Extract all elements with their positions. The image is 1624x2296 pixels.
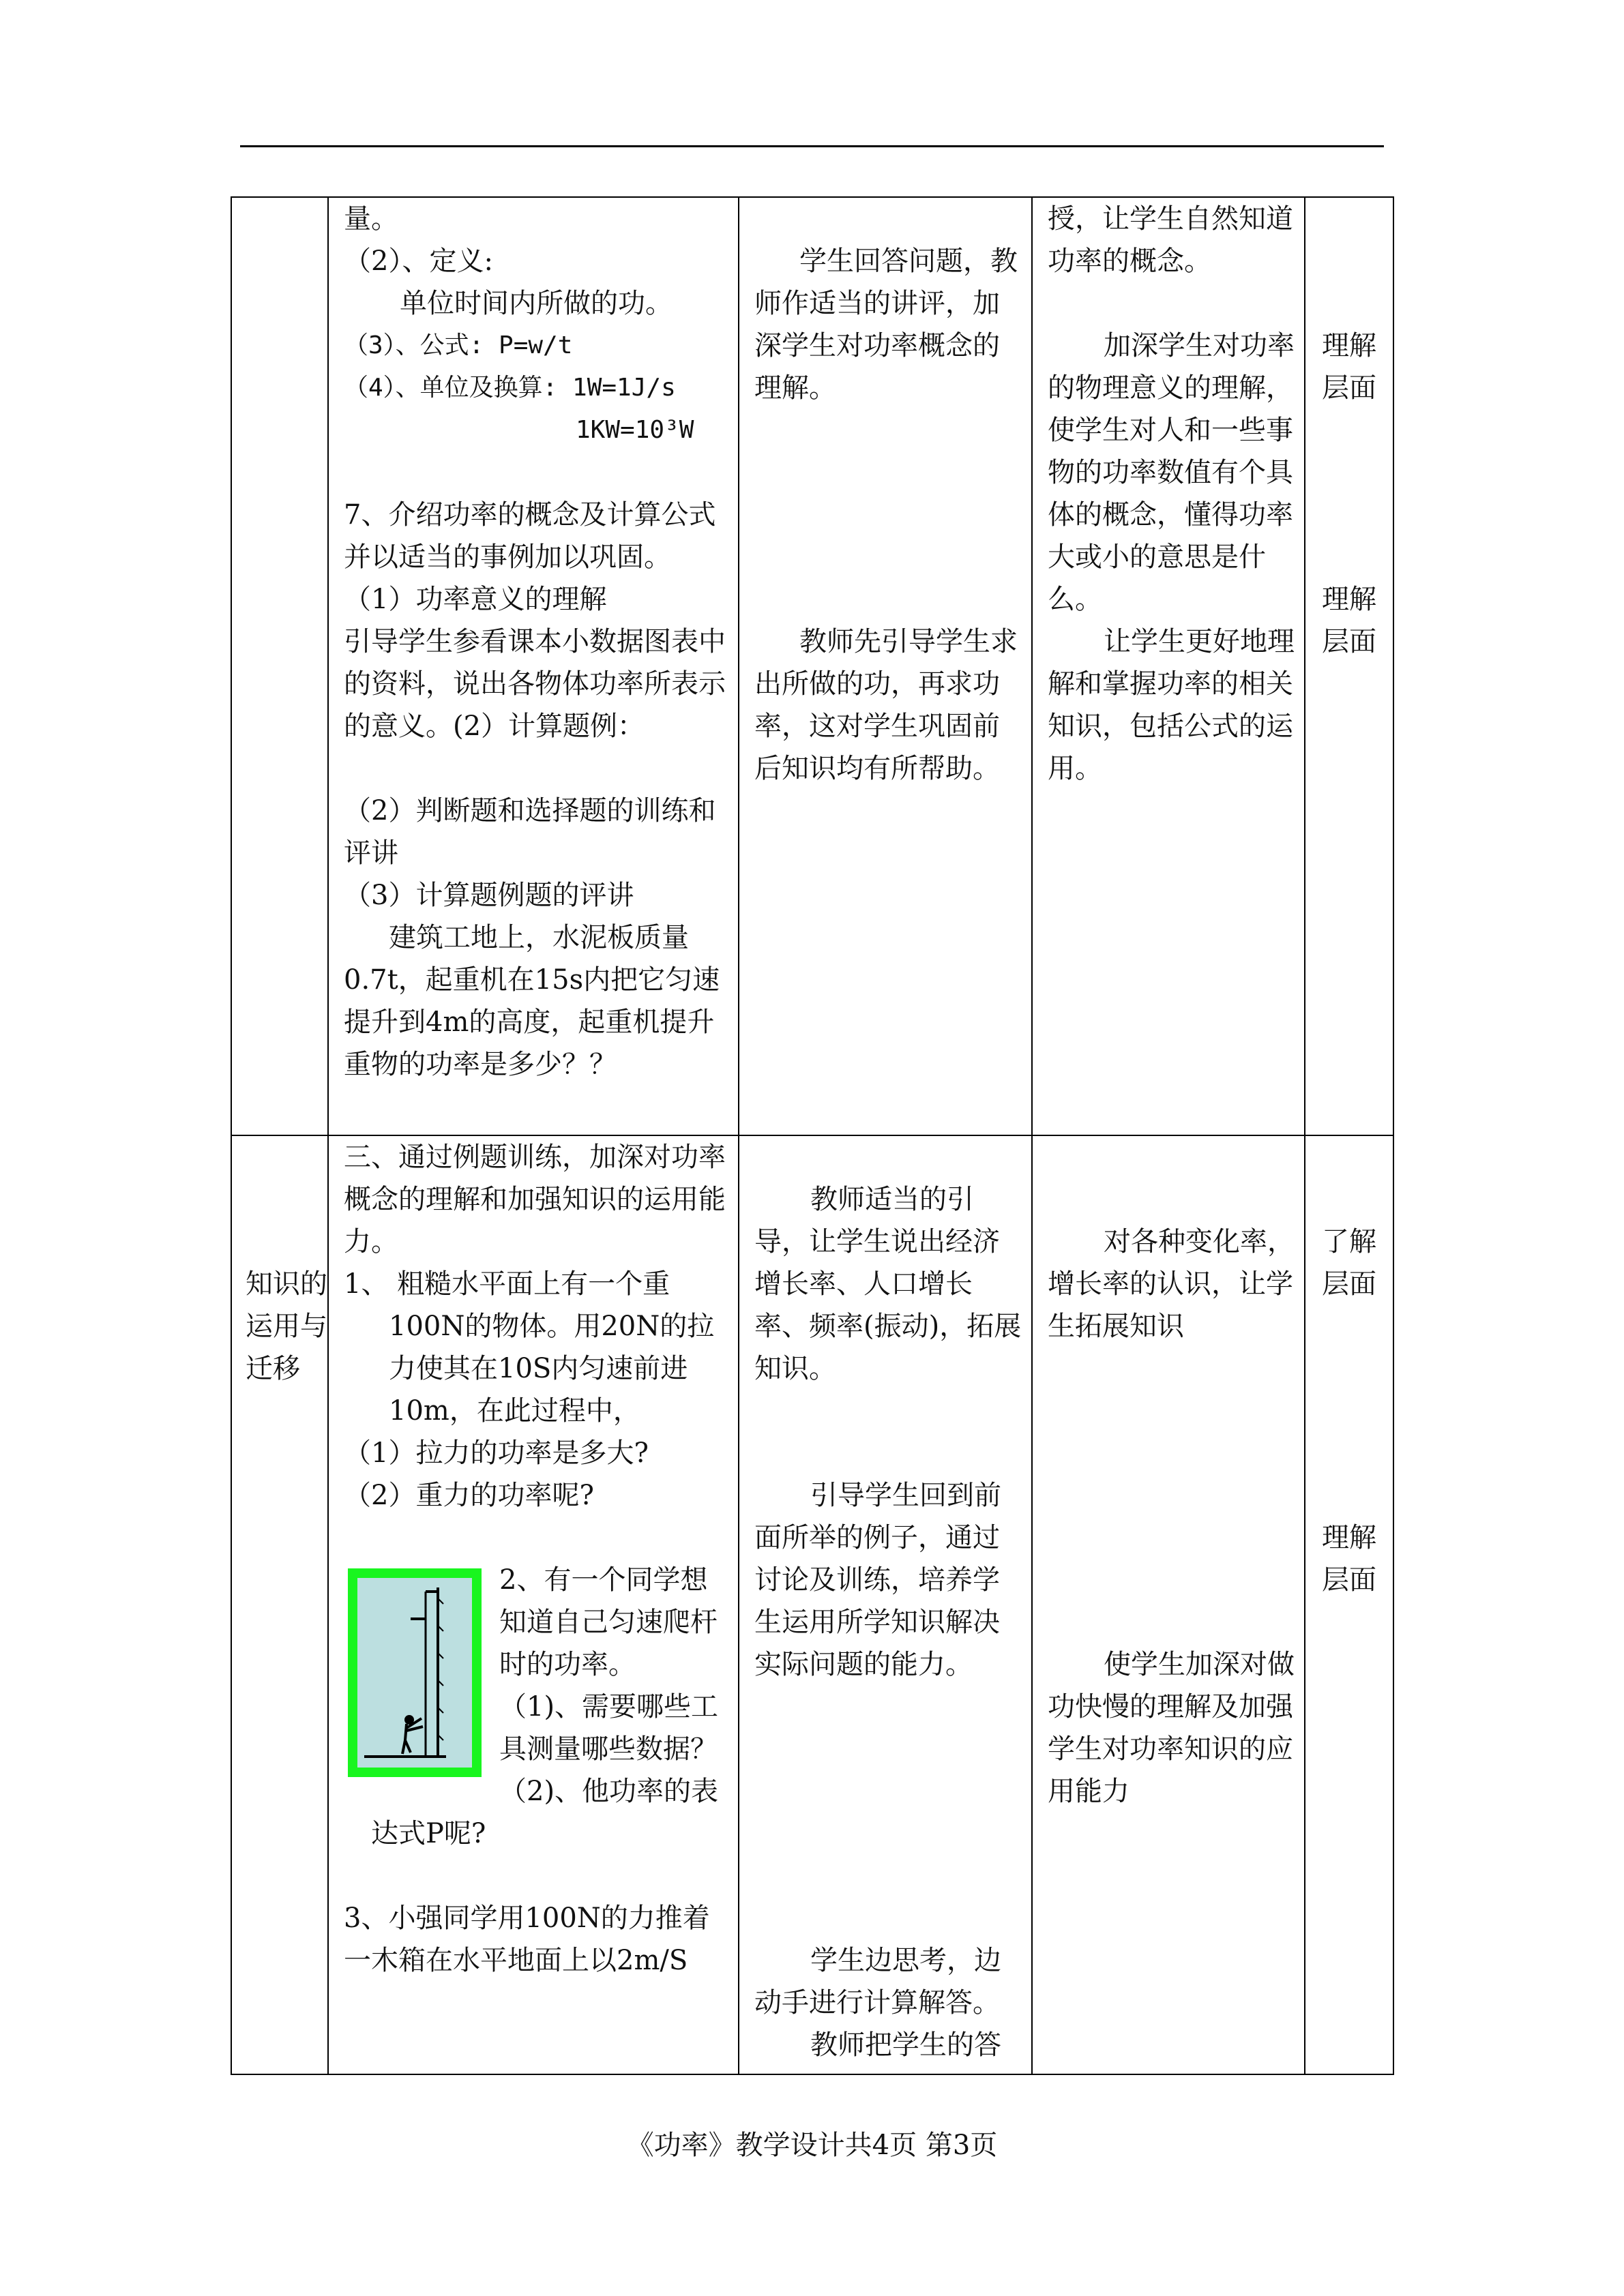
intent-cell [1032, 197, 1305, 1135]
content-line: 3、小强同学用100N的力推着一木箱在水平地面上以2m/S [344, 1903, 710, 1976]
content-line: 100N的物体。用20N的拉力使其在10S内匀速前进10m，在此过程中， [389, 1311, 715, 1427]
content-line: 量。 [344, 203, 398, 235]
level-label: 理解层面 [1322, 1522, 1376, 1596]
level-label: 理解层面 [1322, 584, 1376, 657]
intent-cell [1032, 1135, 1305, 2074]
content-line: 1、 粗糙水平面上有一个重 [344, 1268, 670, 1300]
content-line: （1)、需要哪些工具测量哪些数据？ [499, 1691, 719, 1765]
content-line: 2、有一个同学想知道自己匀速爬杆时的功率。 [499, 1564, 718, 1680]
formula-line: （4）、单位及换算: 1W=1J/s [344, 374, 676, 402]
level-label: 了解层面 [1322, 1226, 1376, 1300]
activity-text: 学生回答问题，教师作适当的讲评，加深学生对功率概念的理解。 [754, 245, 1018, 404]
content-line: （2）重力的功率呢? [344, 1480, 594, 1511]
content-line: 7、介绍功率的概念及计算公式 [344, 499, 716, 531]
stage-cell [231, 1135, 328, 2074]
page-footer: 《功率》教学设计共4页 第3页 [626, 2130, 998, 2161]
level-label: 理解层面 [1322, 330, 1376, 404]
activity-text: 教师适当的引导，让学生说出经济增长率、人口增长率、频率(振动)，拓展知识。 [754, 1184, 1022, 1384]
activity-text: 教师先引导学生求出所做的功，再求功率，这对学生巩固前后知识均有所帮助。 [754, 626, 1018, 784]
activity-text: 学生边思考，边动手进行计算解答。 [754, 1945, 1001, 2018]
stage-cell [231, 197, 328, 1135]
intent-text: 让学生更好地理解和掌握功率的相关知识，包括公式的运用。 [1048, 626, 1295, 784]
activity-cell [739, 197, 1032, 1135]
content-line: （3）计算题例题的评讲 [344, 880, 634, 911]
content-cell [328, 197, 739, 1135]
content-line: （1）拉力的功率是多大? [344, 1437, 649, 1469]
level-cell [1305, 1135, 1393, 2074]
content-line: （2)、他功率的表达式P呢? [371, 1776, 719, 1849]
intent-text: 授，让学生自然知道功率的概念。 [1048, 203, 1293, 277]
content-line: 单位时间内所做的功。 [400, 288, 673, 319]
content-line: 并以适当的事例加以巩固。 [344, 541, 671, 573]
content-line: （1）功率意义的理解 [344, 584, 607, 615]
content-cell [328, 1135, 739, 2074]
activity-text: 教师把学生的答 [810, 2029, 1001, 2061]
formula-line: （3）、公式: P=w/t [344, 331, 573, 359]
table-row [231, 1135, 1393, 2074]
intent-text: 对各种变化率，增长率的认识，让学生拓展知识 [1048, 1226, 1295, 1342]
activity-cell [739, 1135, 1032, 2074]
content-line: （2）判断题和选择题的训练和评讲 [344, 795, 716, 869]
activity-text: 引导学生回到前面所举的例子，通过讨论及训练，培养学生运用所学知识解决实际问题的能力。 [754, 1480, 1001, 1680]
content-line: 三、通过例题训练，加深对功率概念的理解和加强知识的运用能力。 [344, 1142, 726, 1257]
content-line: （2）、定义: [344, 245, 493, 277]
content-line: 引导学生参看课本小数据图表中的资料，说出各物体功率所表示的意义。(2）计算题例： [344, 626, 726, 742]
level-cell [1305, 197, 1393, 1135]
unit-conversion: 1KW=10³W [576, 416, 694, 444]
intent-text: 加深学生对功率的物理意义的理解，使学生对人和一些事物的功率数值有个具体的概念，懂得功率大或小的意思是什么。 [1048, 330, 1295, 615]
table-row [231, 197, 1393, 1135]
example-problem: 建筑工地上，水泥板质量0.7t，起重机在15s内把它匀速提升到4m的高度，起重机提升重物的功率是多少？？ [344, 922, 720, 1080]
header-rule [240, 145, 1384, 147]
stage-label: 知识的运用与迁移 [246, 1268, 327, 1384]
lesson-plan-table [231, 196, 1394, 2075]
pole-climbing-figure [348, 1568, 482, 1777]
intent-text: 使学生加深对做功快慢的理解及加强学生对功率知识的应用能力 [1048, 1649, 1295, 1807]
